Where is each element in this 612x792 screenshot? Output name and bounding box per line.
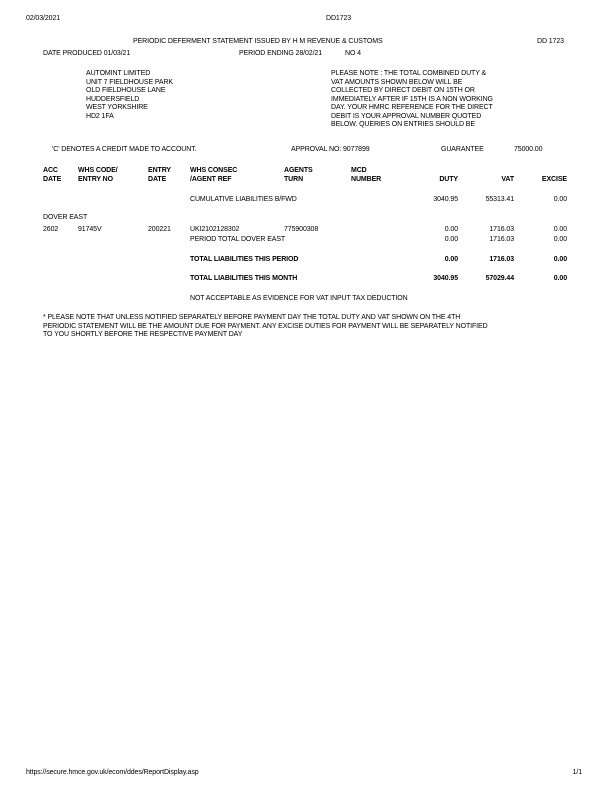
total-period-vat: 1716.03 <box>489 256 514 263</box>
entry-excise: 0.00 <box>553 226 567 233</box>
notice-line: BELOW. QUERIES ON ENTRIES SHOULD BE <box>331 121 475 128</box>
notice-line: VAT AMOUNTS SHOWN BELOW WILL BE <box>331 78 463 86</box>
entry-vat: 1716.03 <box>489 226 514 233</box>
col-duty: DUTY <box>439 176 458 183</box>
col-acc-date: ACC DATE <box>43 167 62 183</box>
statement-ref: DD 1723 <box>537 38 564 45</box>
guarantee-label: GUARANTEE <box>441 146 484 153</box>
print-page-number: 1/1 <box>572 769 582 776</box>
total-period-label: TOTAL LIABILITIES THIS PERIOD <box>190 256 299 263</box>
period-total-excise: 0.00 <box>553 236 567 243</box>
address-line: UNIT 7 FIELDHOUSE PARK <box>86 78 174 86</box>
total-period-duty: 0.00 <box>444 256 458 263</box>
payment-footnote <box>43 314 488 340</box>
vat-evidence-notice: NOT ACCEPTABLE AS EVIDENCE FOR VAT INPUT TAX DEDUCTION <box>190 295 408 302</box>
col-whs-consec: WHS CONSEC /AGENT REF <box>190 167 238 183</box>
address-line: OLD FIELDHOUSE LANE <box>86 87 166 94</box>
entry-date: 200221 <box>148 226 171 233</box>
address-line: AUTOMINT LIMITED <box>86 70 151 77</box>
print-title: DD1723 <box>326 15 352 22</box>
entry-agents-turn: 775900308 <box>284 226 319 233</box>
period-ending: PERIOD ENDING 28/02/21 <box>239 50 322 57</box>
footnote-line: TO YOU SHORTLY BEFORE THE RESPECTIVE PAYMENT DAY <box>43 331 243 338</box>
period-total-label: PERIOD TOTAL DOVER EAST <box>190 236 286 243</box>
col-excise: EXCISE <box>541 176 567 183</box>
footnote-line: PERIODIC STATEMENT WILL BE THE AMOUNT DUE FOR PAYMENT. ANY EXCISE DUTIES FOR PAYMENT WILL BE SEPARATELY NOTIFIED <box>43 322 488 330</box>
col-agents-turn: AGENTS TURN <box>284 167 313 183</box>
notice-line: DEBIT IS YOUR APPROVAL NUMBER QUOTED <box>331 112 482 120</box>
notice-line: PLEASE NOTE : THE TOTAL COMBINED DUTY & <box>331 70 487 77</box>
col-entry-date: ENTRY DATE <box>148 167 171 183</box>
address-line: HUDDERSFIELD <box>86 95 140 103</box>
notice-line: IMMEDIATELY AFTER IF 15TH IS A NON WORKING <box>331 95 493 103</box>
entry-consec: UKI2102128302 <box>190 226 240 233</box>
cumulative-vat: 55313.41 <box>485 196 514 203</box>
address-block <box>86 70 173 121</box>
footnote-line: * PLEASE NOTE THAT UNLESS NOTIFIED SEPARATELY BEFORE PAYMENT DAY THE TOTAL DUTY AND VAT SHOWN ON THE 4TH <box>43 314 461 321</box>
cumulative-label: CUMULATIVE LIABILITIES B/FWD <box>190 196 297 203</box>
cumulative-excise: 0.00 <box>553 196 567 203</box>
notice-line: COLLECTED BY DIRECT DEBIT ON 15TH OR <box>331 87 475 94</box>
total-month-vat: 57029.44 <box>485 275 514 282</box>
entry-duty: 0.00 <box>444 226 458 233</box>
credit-note: 'C' DENOTES A CREDIT MADE TO ACCOUNT. <box>52 146 197 153</box>
address-line: HD2 1FA <box>86 112 114 120</box>
address-line: WEST YORKSHIRE <box>86 104 148 111</box>
direct-debit-notice <box>331 70 493 130</box>
section-title: DOVER EAST <box>43 214 88 221</box>
period-total-vat: 1716.03 <box>489 236 514 243</box>
entry-whs-code: 91745V <box>78 226 102 233</box>
col-vat: VAT <box>501 176 514 183</box>
print-date: 02/03/2021 <box>26 15 61 22</box>
period-number: NO 4 <box>345 50 361 57</box>
date-produced: DATE PRODUCED 01/03/21 <box>43 50 131 57</box>
guarantee-value: 75000.00 <box>514 146 543 153</box>
statement-heading: PERIODIC DEFERMENT STATEMENT ISSUED BY H M REVENUE & CUSTOMS <box>133 38 383 45</box>
col-whs-code: WHS CODE/ ENTRY NO <box>78 167 118 183</box>
total-month-duty: 3040.95 <box>433 275 458 282</box>
entry-acc-date: 2602 <box>43 226 59 233</box>
cumulative-duty: 3040.95 <box>433 196 458 203</box>
col-mcd-number: MCD NUMBER <box>351 167 382 183</box>
print-url: https://secure.hmce.gov.uk/ecom/ddes/ReportDisplay.asp <box>26 769 199 776</box>
period-total-duty: 0.00 <box>444 236 458 243</box>
approval-number: APPROVAL NO: 9077899 <box>291 146 370 153</box>
notice-line: DAY. YOUR HMRC REFERENCE FOR THE DIRECT <box>331 104 493 111</box>
total-month-excise: 0.00 <box>553 275 567 282</box>
total-period-excise: 0.00 <box>553 256 567 263</box>
total-month-label: TOTAL LIABILITIES THIS MONTH <box>190 275 298 282</box>
